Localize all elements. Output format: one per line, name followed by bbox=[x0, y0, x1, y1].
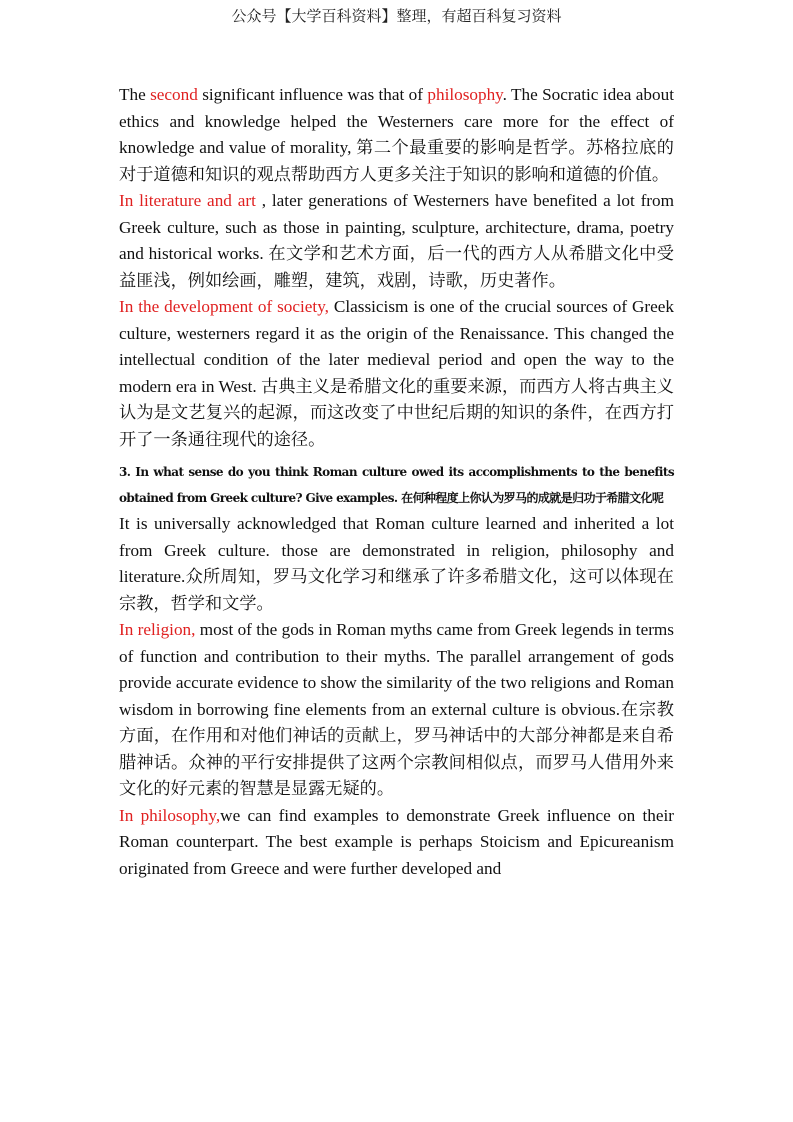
highlight-lead: In philosophy, bbox=[119, 805, 221, 825]
paragraph-society bbox=[119, 294, 674, 453]
document-body bbox=[119, 82, 674, 882]
paragraph-text: , later generations of Westerners have benefited a lot from Greek culture, such as those in painting, sculpture, architecture, drama, poetry and historical works. 在文学和艺术方面，后一代的西方人从希腊文化中受益匪浅，例如绘画，雕塑，建筑，戏剧，诗歌，历史著作。 bbox=[119, 191, 674, 290]
highlight-philosophy: philosophy bbox=[427, 85, 503, 104]
page-header: 公众号【大学百科资料】整理，有超百科复习资料 bbox=[231, 9, 562, 25]
paragraph-literature-art bbox=[119, 188, 674, 294]
paragraph-philosophy-influence bbox=[119, 82, 674, 188]
answer-intro bbox=[119, 511, 674, 617]
paragraph-text: most of the gods in Roman myths came from Greek legends in terms of function and contribution to their myths. The parallel arrangement of gods provide accurate evidence to show the similarity of the two religions and Roman wisdom in borrowing fine elements from an external culture is obvious.在宗教方面，在作用和对他们神话的贡献上，罗马神话中的大部分神都是来自希腊神话。众神的平行安排提供了这两个宗教间相似点，而罗马人借用外来文化的好元素的智慧是显露无疑的。 bbox=[119, 620, 674, 798]
highlight-lead: In the development of society, bbox=[119, 297, 329, 316]
question-3: 3. In what sense do you think Roman culture owed its accomplishments to the benefits obtained from Greek culture? Give examples. 在何种程度上你认为罗马的成就是归功于希腊文化呢 bbox=[119, 465, 674, 505]
paragraph-text: . The Socratic idea about ethics and knowledge helped the Westerners care more for the effect of knowledge and value of morality, 第二个最重要的影响是哲学。苏格拉底的对于道德和知识的观点帮助西方人更多关注于知识的影响和道德的价值。 bbox=[119, 85, 674, 184]
answer-religion bbox=[119, 617, 674, 803]
answer-philosophy bbox=[119, 803, 674, 883]
paragraph-text: It is universally acknowledged that Roman culture learned and inherited a lot from Greek culture. those are demonstrated in religion, philosophy and literature.众所周知，罗马文化学习和继承了许多希腊文化，这可以体现在宗教，哲学和文学。 bbox=[119, 514, 674, 613]
paragraph-text: significant influence was that of bbox=[197, 85, 428, 104]
paragraph-text: The bbox=[119, 85, 151, 104]
highlight-lead: In religion, bbox=[119, 620, 196, 639]
highlight-second: second bbox=[150, 85, 198, 104]
highlight-lead: In literature and art bbox=[119, 191, 256, 210]
paragraph-text: we can find examples to demonstrate Greek influence on their Roman counterpart. The best example is perhaps Stoicism and Epicureanism originated from Greece and were further developed and bbox=[119, 805, 674, 878]
paragraph-text: Classicism is one of the crucial sources of Greek culture, westerners regard it as the origin of the Renaissance. This changed the intellectual condition of the later medieval period and open the way to the modern era in West. 古典主义是希腊文化的重要来源，而西方人将古典主义认为是文艺复兴的起源，而这改变了中世纪后期的知识的条件，在西方打开了一条通往现代的途径。 bbox=[119, 297, 674, 449]
